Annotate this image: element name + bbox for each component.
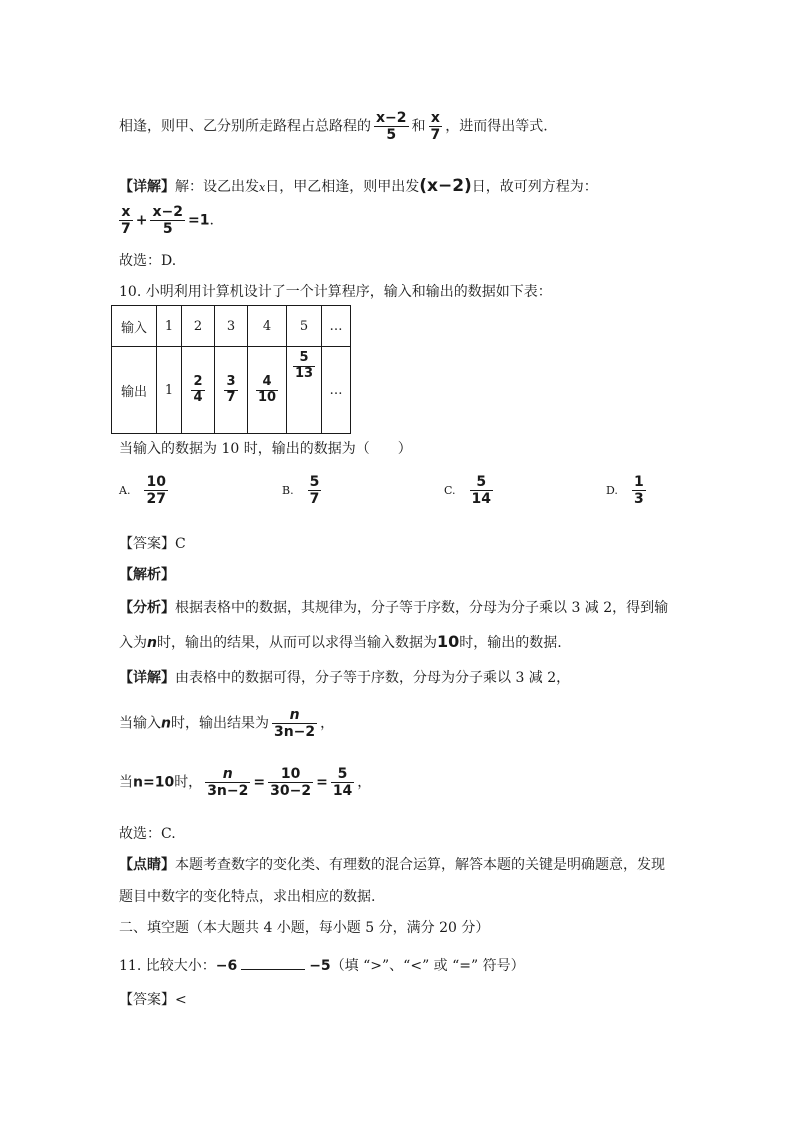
table-row	[112, 306, 351, 347]
question-11: 11. 比较大小：−6 −5（填 “>”、“<” 或 “=” 符号）	[119, 958, 525, 974]
table-cell: …	[322, 306, 351, 347]
equation-9: $\frac{x}{7}$ + $\frac{x-2}{5}$ =1.	[121, 204, 214, 238]
text: 相逢，则甲、乙分别所走路程占总路程的	[119, 118, 371, 135]
choice-9: 故选：D.	[119, 253, 177, 269]
io-table	[111, 305, 351, 434]
detail-10-line-3: 当n=10时， $\frac{n}{3n-2}$ = $\frac{10}{30-2}$ = $\frac{5}{14}$ ，	[119, 766, 372, 800]
detail-10-line-2: 当输入n时，输出结果为 $\frac{n}{3n-2}$ ，	[119, 707, 335, 741]
table-cell: 1	[157, 306, 182, 347]
answer-11: 【答案】<	[119, 992, 187, 1008]
section-heading: 二、填空题（本大题共 4 小题，每小题 5 分，满分 20 分）	[119, 920, 490, 936]
table-cell	[215, 347, 248, 434]
option-a: A. $\frac{10}{27}$	[119, 474, 166, 508]
analysis-10-line-1: 【分析】根据表格中的数据，其规律为，分子等于序数，分母为分子乘以 3 减 2，得到输	[119, 600, 669, 616]
expr-x-minus-2: (x−2)	[419, 176, 472, 196]
option-c: C. $\frac{5}{14}$	[444, 474, 492, 508]
fraction: $\frac{5}{13}$	[294, 350, 314, 381]
table-cell: 5	[287, 306, 322, 347]
detail-9-line: 【详解】解：设乙出发x日，甲乙相逢，则甲出发(x−2)日，故可列方程为：	[119, 176, 598, 196]
table-cell: 输入	[112, 306, 157, 347]
question-10-stem: 10. 小明利用计算机设计了一个计算程序，输入和输出的数据如下表：	[119, 284, 552, 300]
fraction: $\frac{n}{3n-2}$	[207, 766, 249, 800]
option-d: D. $\frac{1}{3}$	[606, 474, 644, 508]
fraction: $\frac{3}{7}$	[226, 373, 236, 405]
table-cell: 输出	[112, 347, 157, 434]
table-cell: 2	[182, 306, 215, 347]
fraction: $\frac{4}{10}$	[257, 373, 277, 405]
table-cell: 1	[157, 347, 182, 434]
fraction-x-over-7: $\frac{x}{7}$	[121, 204, 131, 238]
answer-10: 【答案】C	[119, 536, 186, 552]
text: ，进而得出等式.	[445, 118, 548, 135]
table-cell	[287, 347, 322, 434]
table-cell: …	[322, 347, 351, 434]
analysis-line-1	[119, 110, 548, 143]
fraction-n-over-3n-minus-2: $\frac{n}{3n-2}$	[273, 707, 316, 741]
question-10-prompt: 当输入的数据为 10 时，输出的数据为（ ）	[119, 441, 412, 457]
detail-10-line-1: 【详解】由表格中的数据可得，分子等于序数，分母为分子乘以 3 减 2，	[119, 670, 571, 686]
table-cell	[248, 347, 287, 434]
fraction: $\frac{5}{14}$	[332, 766, 353, 800]
table-cell: 4	[248, 306, 287, 347]
answer-blank	[241, 957, 305, 970]
comment-line-2: 题目中数字的变化特点，求出相应的数据.	[119, 889, 376, 905]
fraction-x-minus-2-over-5: $\frac{x-2}{5}$	[152, 204, 183, 238]
fraction-x-over-7: $\frac{x}{7}$	[430, 110, 441, 144]
analysis-title: 【解析】	[119, 567, 175, 583]
fraction: $\frac{2}{4}$	[193, 373, 203, 405]
text: 和	[411, 118, 426, 135]
analysis-10-line-2: 入为n时，输出的结果，从而可以求得当输入数据为10时，输出的数据.	[119, 632, 562, 651]
fraction: $\frac{10}{30-2}$	[270, 766, 312, 800]
comment-line-1: 【点睛】本题考查数字的变化类、有理数的混合运算，解答本题的关键是明确题意，发现	[119, 857, 665, 873]
fraction-x-minus-2-over-5: $\frac{x-2}{5}$	[376, 110, 407, 144]
detail-label: 【详解】	[119, 179, 175, 195]
option-b: B. $\frac{5}{7}$	[282, 474, 320, 508]
var-x: x	[259, 181, 266, 194]
table-cell: 3	[215, 306, 248, 347]
table-cell	[182, 347, 215, 434]
choice-10: 故选：C.	[119, 826, 176, 842]
table-row	[112, 347, 351, 434]
